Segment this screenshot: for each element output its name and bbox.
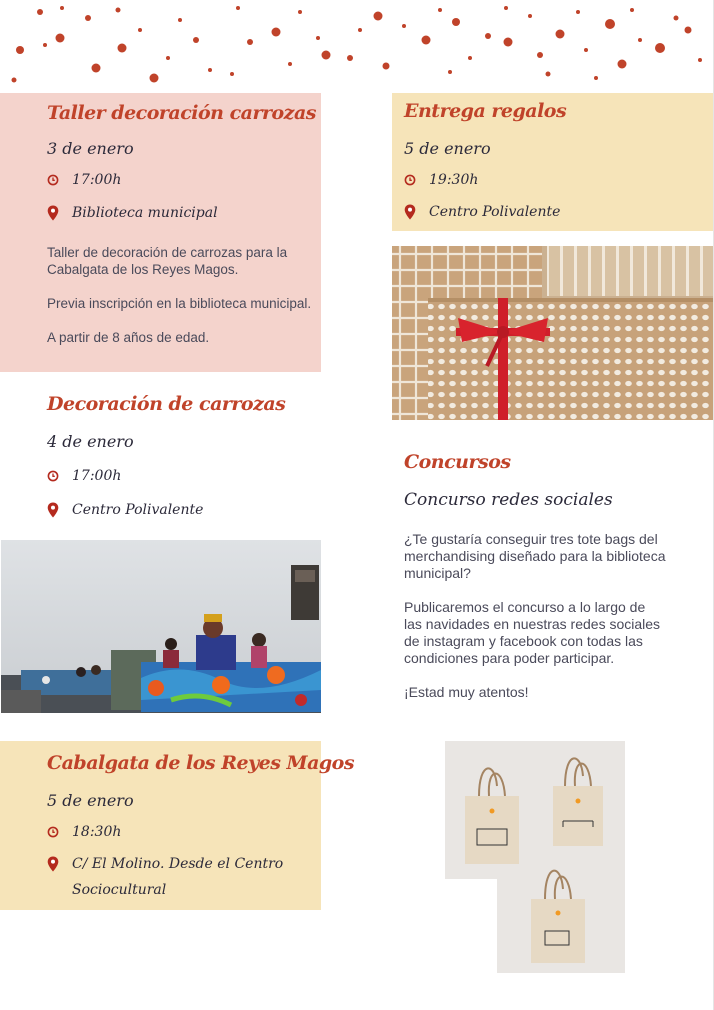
event-title: Cabalgata de los Reyes Magos [47, 752, 355, 774]
event-time: 19:30h [429, 172, 479, 188]
event-date: 4 de enero [47, 432, 134, 451]
event-place: Centro Polivalente [429, 204, 561, 220]
description-paragraph: Taller de decoración de carrozas para la Cabalgata de los Reyes Magos. [47, 245, 288, 277]
event-title: Entrega regalos [404, 100, 567, 122]
concursos-subheading: Concurso redes sociales [404, 490, 613, 510]
event-card-regalos [392, 93, 713, 231]
map-pin-icon [46, 497, 60, 523]
map-pin-icon [46, 200, 60, 226]
description-paragraph: Previa inscripción en la biblioteca municipal. [47, 296, 312, 311]
event-date: 5 de enero [47, 791, 134, 810]
concursos-paragraph: ¿Te gustaría conseguir tres tote bags del merchandising diseñado para la biblioteca municipal? [404, 531, 666, 581]
clock-icon [403, 167, 417, 193]
event-time: 17:00h [72, 172, 122, 188]
event-date: 5 de enero [404, 139, 491, 158]
map-pin-icon [46, 851, 60, 877]
event-place: Biblioteca municipal [72, 205, 218, 221]
concursos-paragraph: Publicaremos el concurso a lo largo de las navidades en nuestras redes sociales de instagram y facebook con todas las condiciones para poder participar. [404, 599, 661, 666]
event-place-row [46, 851, 296, 903]
clock-icon [46, 819, 60, 845]
event-card-taller [0, 93, 321, 372]
concursos-text [404, 531, 666, 718]
tote-bags-photo [445, 741, 625, 973]
parade-float-photo [1, 540, 321, 713]
description-paragraph: A partir de 8 años de edad. [47, 330, 210, 345]
confetti-dots-decoration [0, 0, 714, 90]
event-description [47, 244, 313, 363]
event-time: 17:00h [72, 468, 122, 484]
event-date: 3 de enero [47, 139, 134, 158]
event-title: Taller decoración carrozas [47, 102, 316, 124]
event-card-decoracion [0, 380, 321, 530]
event-time-row [403, 167, 478, 193]
event-place: Centro Polivalente [72, 502, 204, 518]
event-place-row [46, 200, 218, 226]
event-time-row [46, 463, 121, 489]
map-pin-icon [403, 199, 417, 225]
event-title: Decoración de carrozas [47, 393, 286, 415]
gift-boxes-photo [392, 246, 713, 420]
clock-icon [46, 463, 60, 489]
clock-icon [46, 167, 60, 193]
concursos-heading: Concursos [404, 451, 511, 473]
event-place-row [46, 497, 203, 523]
event-time-row [46, 167, 121, 193]
concursos-paragraph: ¡Estad muy atentos! [404, 684, 529, 700]
event-place-row [403, 199, 560, 225]
event-time: 18:30h [72, 824, 122, 840]
event-time-row [46, 819, 121, 845]
event-card-cabalgata [0, 741, 355, 910]
event-place: C/ El Molino. Desde el Centro Sociocultural [72, 856, 284, 898]
